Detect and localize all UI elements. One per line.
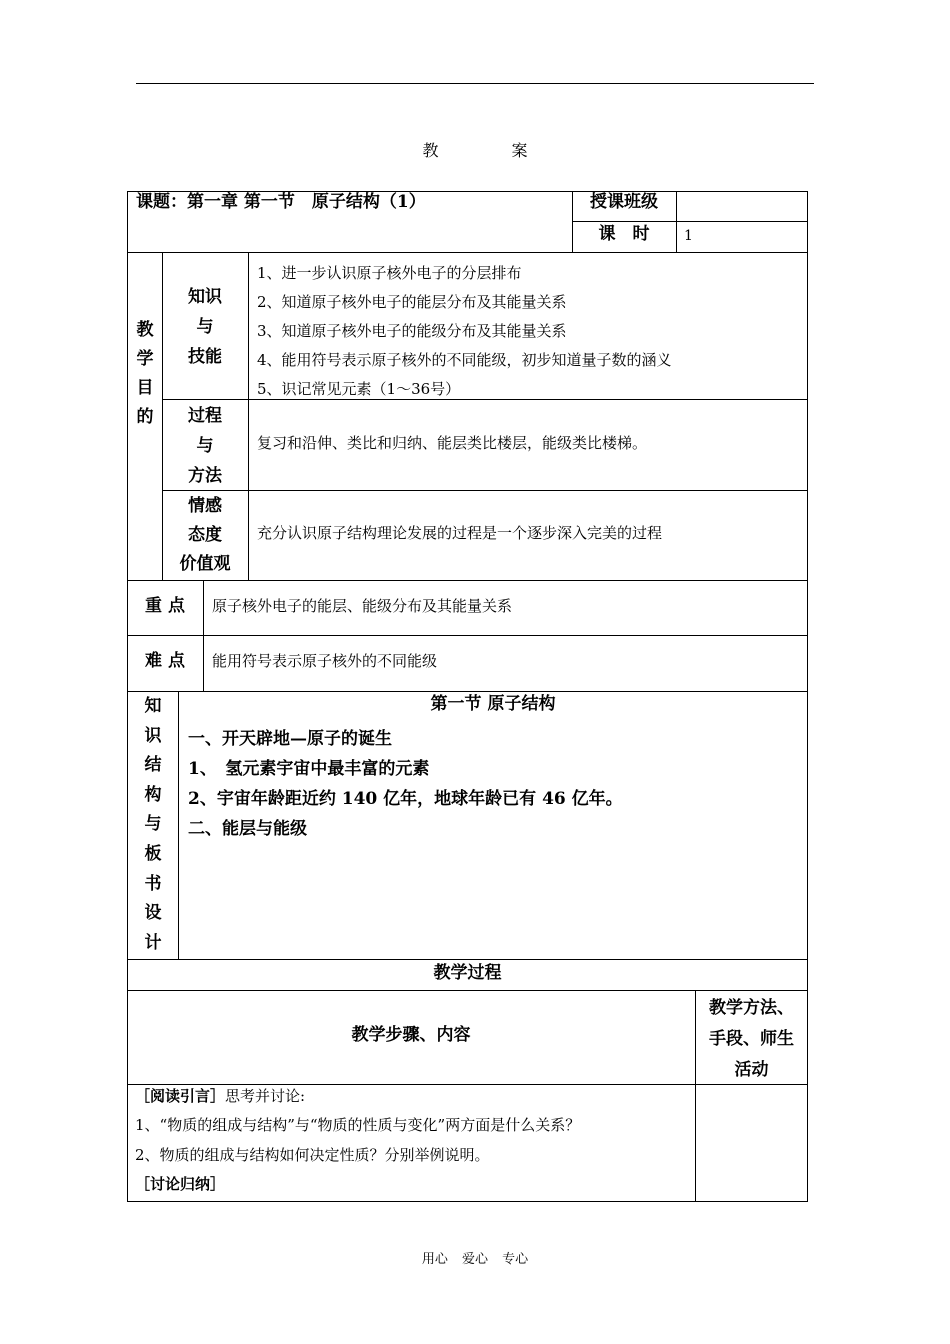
list-item: 二、能层与能级: [188, 819, 307, 839]
key-point-label: 重 点: [145, 596, 185, 616]
emotion-label: 情感 态度 价值观: [179, 496, 231, 574]
steps-header: 教学步骤、内容: [351, 1025, 471, 1045]
board-heading: 第一节 原子结构: [430, 694, 556, 714]
objectives-label: 教 学 目 的: [136, 320, 154, 427]
knowledge-label: 知识 与 技能: [188, 287, 222, 367]
page-title: 教 案: [422, 141, 562, 160]
difficulty-text: 能用符号表示原子核外的不同能级: [212, 652, 438, 670]
class-label: 授课班级: [590, 192, 658, 212]
list-item: 2、宇宙年龄距近约 140 亿年，地球年龄已有 46 亿年。: [188, 789, 623, 809]
board-label: 知 识 结 构 与 板 书 设 计: [144, 696, 162, 953]
knowledge-list: [257, 259, 805, 404]
hours-label: 课 时: [598, 224, 650, 244]
list-item: 3、知道原子核外电子的能级分布及其能量关系: [257, 322, 567, 340]
difficulty-label: 难 点: [145, 651, 185, 671]
list-item: 5、识记常见元素（1～36号）: [257, 380, 461, 398]
key-point-text: 原子核外电子的能层、能级分布及其能量关系: [212, 597, 513, 615]
question-1: 1、“物质的组成与结构”与“物质的性质与变化”两方面是什么关系？: [135, 1116, 581, 1134]
question-2: 2、物质的组成与结构如何决定性质？分别举例说明。: [135, 1146, 490, 1164]
intro-line: [135, 1089, 690, 1104]
board-lines: [188, 724, 803, 844]
list-item: 1、 氢元素宇宙中最丰富的元素: [188, 759, 430, 779]
summary-tag: ［讨论归纳］: [135, 1175, 226, 1193]
intro-tag: ［阅读引言］: [135, 1087, 226, 1105]
process-section-title: 教学过程: [433, 963, 502, 983]
emotion-text: 充分认识原子结构理论发展的过程是一个逐步深入完美的过程: [257, 524, 663, 542]
list-item: 一、开天辟地—原子的诞生: [188, 729, 392, 749]
header-rule: [136, 83, 814, 84]
hours-value: 1: [684, 228, 693, 244]
list-item: 4、能用符号表示原子核外的不同能级，初步知道量子数的涵义: [257, 351, 672, 369]
intro-text: 思考并讨论:: [225, 1087, 306, 1105]
process-text: 复习和沿伸、类比和归纳、能层类比楼层，能级类比楼梯。: [257, 434, 648, 452]
list-item: 2、知道原子核外电子的能层分布及其能量关系: [257, 293, 567, 311]
footer-motto: 用心 爱心 专心: [421, 1252, 529, 1267]
subject-title: 课题：第一章 第一节 原子结构（1）: [136, 192, 426, 212]
methods-header: 教学方法、 手段、师生 活动: [709, 998, 794, 1080]
process-label: 过程 与 方法: [188, 406, 222, 486]
list-item: 1、进一步认识原子核外电子的分层排布: [257, 264, 522, 282]
